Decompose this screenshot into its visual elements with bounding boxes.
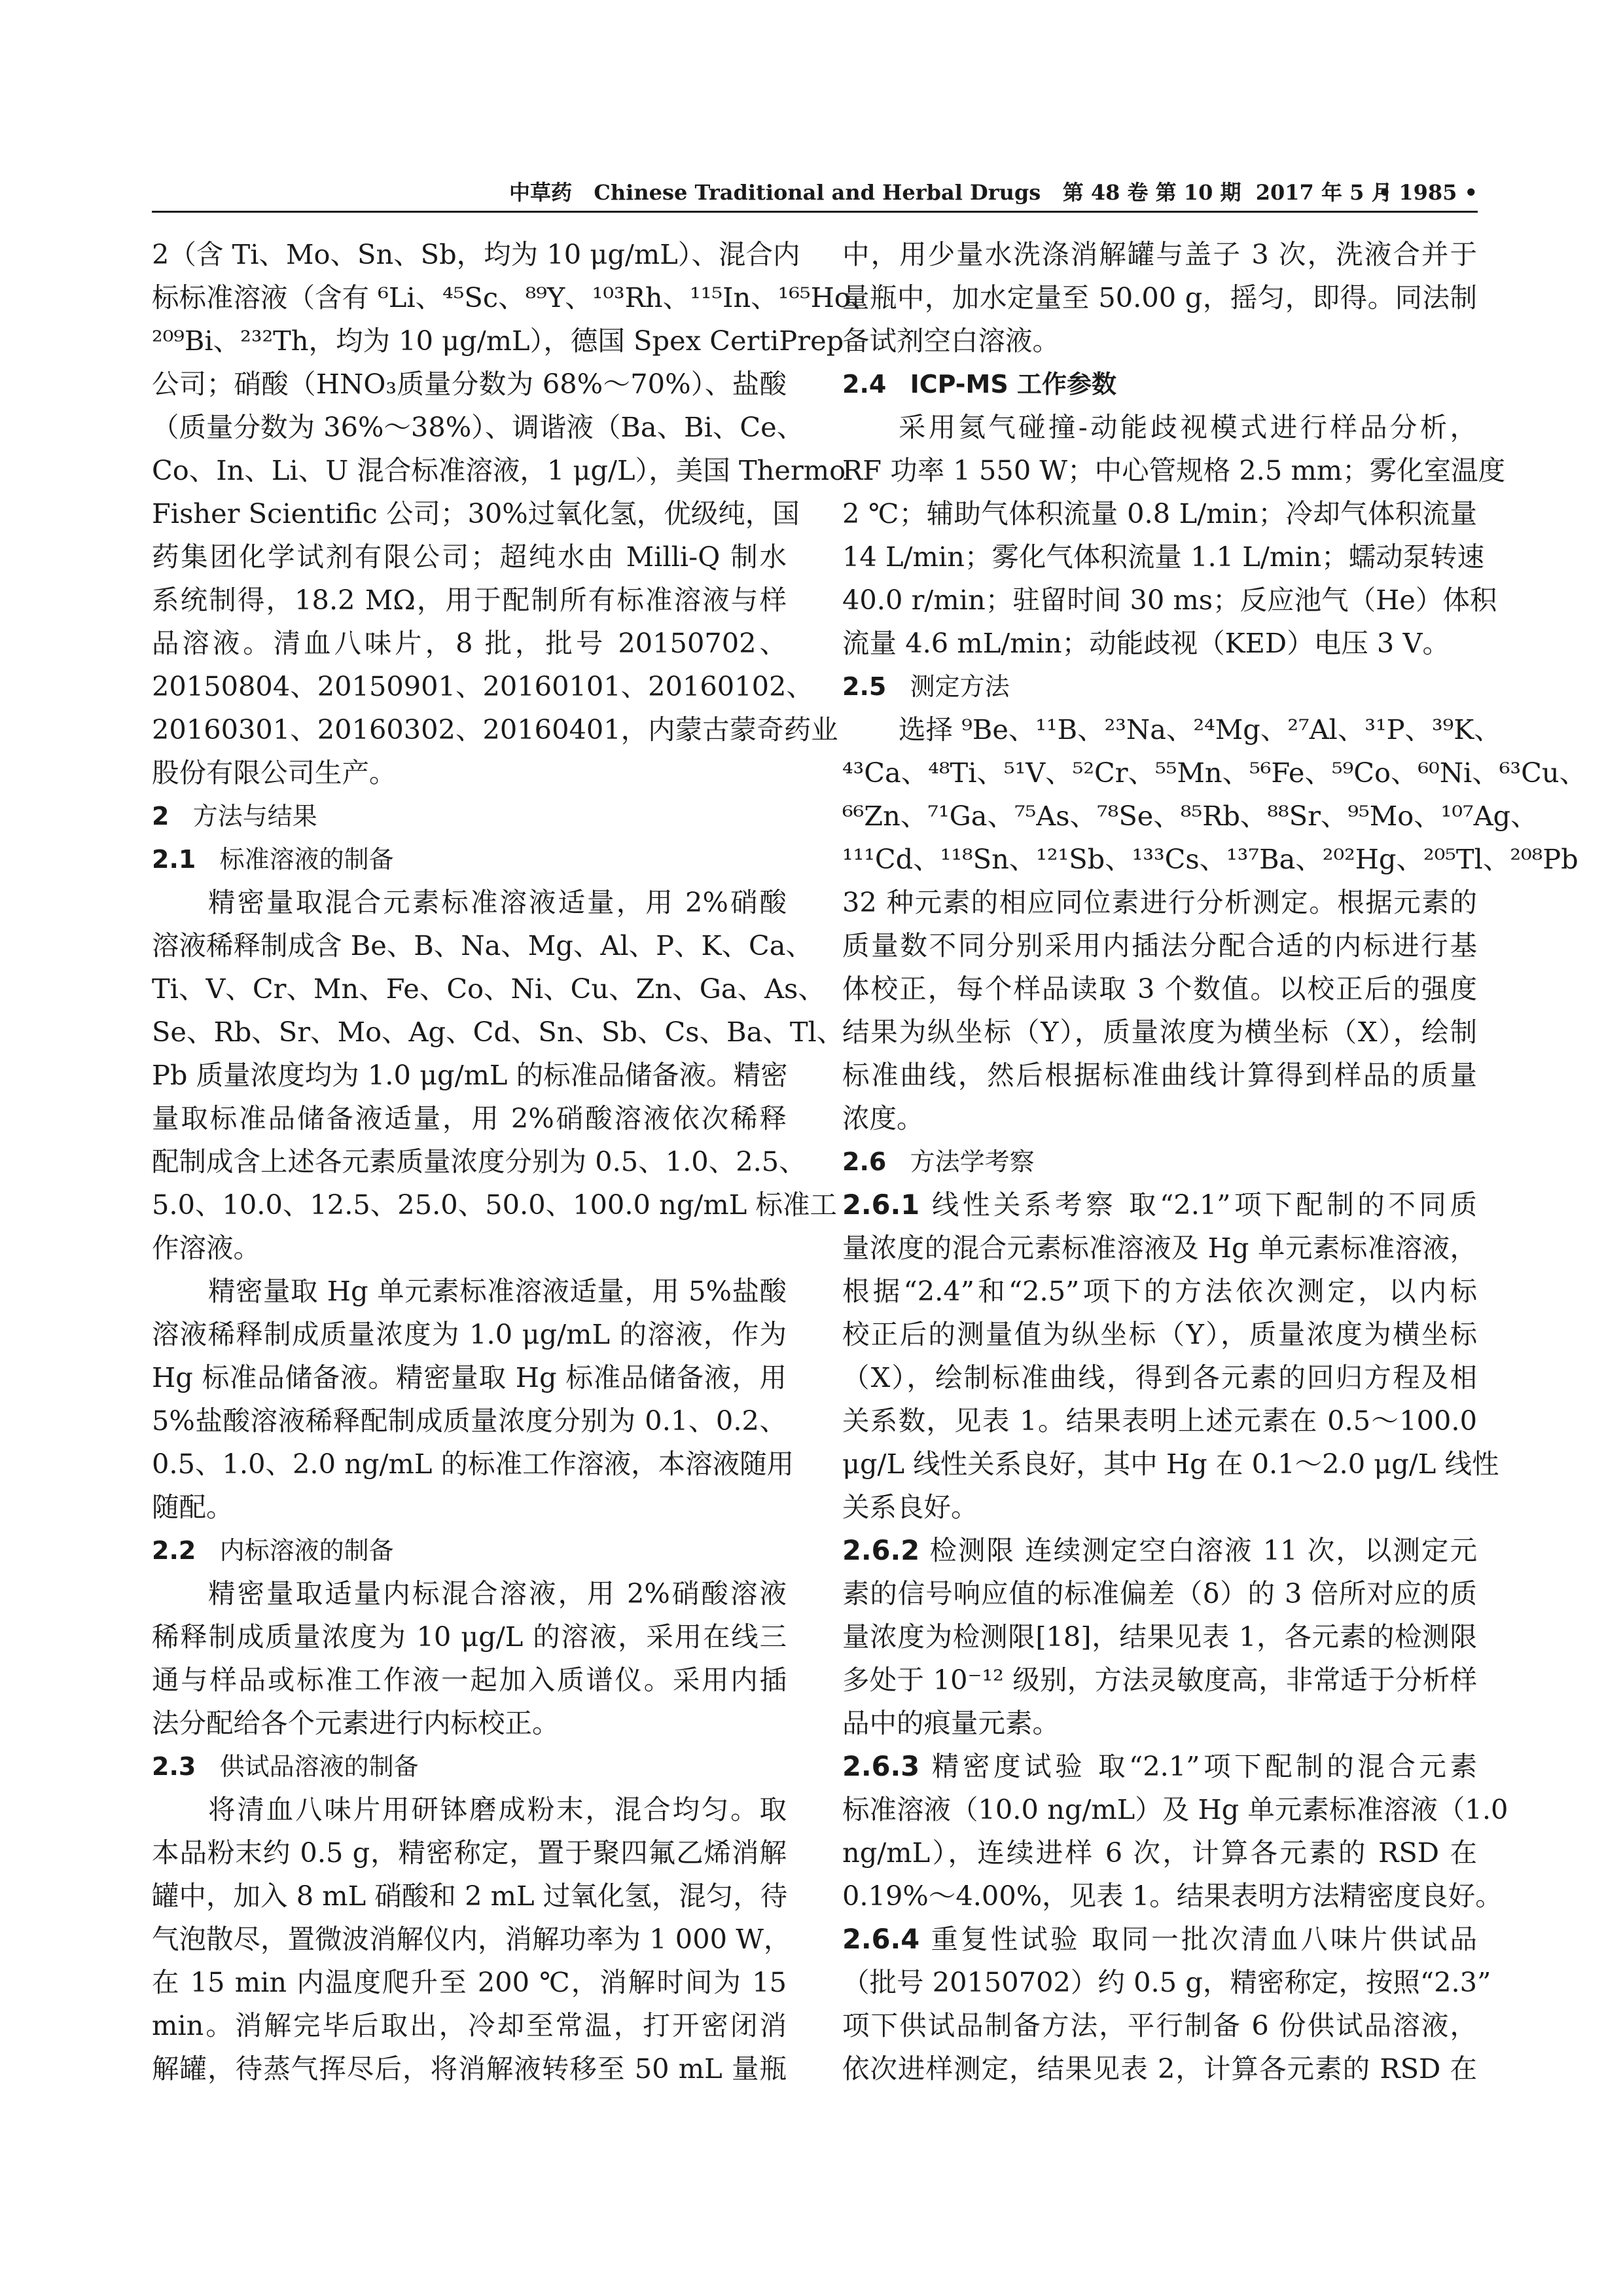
text-line: 依次进样测定，结果见表 2，计算各元素的 RSD 在 <box>842 2053 1477 2085</box>
text-line: 5%盐酸溶液稀释配制成质量浓度分别为 0.1、0.2、 <box>152 1405 787 1437</box>
text-line: 随配。 <box>152 1491 234 1523</box>
text-line: （X），绘制标准曲线，得到各元素的回归方程及相 <box>842 1361 1477 1393</box>
text-line: 精密量取适量内标混合溶液，用 2%硝酸溶液 <box>208 1577 787 1609</box>
text-line: 溶液稀释制成含 Be、B、Na、Mg、Al、P、K、Ca、 <box>152 929 813 961</box>
text-line: 32 种元素的相应同位素进行分析测定。根据元素的 <box>842 886 1477 918</box>
subsubsection-title: 检测限 <box>929 1534 1016 1566</box>
text-line: 标标准溶液（含有 ⁶Li、⁴⁵Sc、⁸⁹Y、¹⁰³Rh、¹¹⁵In、¹⁶⁵Ho、 <box>152 281 878 314</box>
text-line: 2 ℃；辅助气体积流量 0.8 L/min；冷却气体积流量 <box>842 497 1477 529</box>
subsection-title: 标准溶液的制备 <box>219 845 394 874</box>
subsubsection-number: 2.6.1 <box>842 1189 920 1221</box>
subsubsection-title: 线性关系考察 <box>931 1189 1117 1221</box>
text-run: 取“2.1”项下配制的不同质 <box>1129 1189 1477 1221</box>
subsection-heading <box>842 363 1477 406</box>
subsubsection-title: 重复性试验 <box>931 1923 1080 1955</box>
subsection-title: 内标溶液的制备 <box>219 1536 394 1565</box>
subsection-heading <box>152 1529 787 1572</box>
subsubsection-heading <box>842 1745 1477 1788</box>
subsubsection-heading <box>842 1529 1477 1572</box>
text-line: ²⁰⁹Bi、²³²Th，均为 10 μg/mL），德国 Spex CertiPrep <box>152 325 844 357</box>
text-line: 40.0 r/min；驻留时间 30 ms；反应池气（He）体积 <box>842 584 1497 616</box>
text-line: μg/L 线性关系良好，其中 Hg 在 0.1～2.0 μg/L 线性 <box>842 1448 1499 1480</box>
subsubsection-number: 2.6.4 <box>842 1923 920 1955</box>
text-line: Fisher Scientific 公司；30%过氧化氢，优级纯，国 <box>152 497 800 529</box>
section-heading <box>152 795 787 838</box>
text-line: ⁴³Ca、⁴⁸Ti、⁵¹V、⁵²Cr、⁵⁵Mn、⁵⁶Fe、⁵⁹Co、⁶⁰Ni、⁶³Cu、 <box>842 757 1587 789</box>
text-line: 溶液稀释制成质量浓度为 1.0 μg/mL 的溶液，作为 <box>152 1318 787 1350</box>
subsection-title: 测定方法 <box>910 672 1010 701</box>
text-line: 根据“2.4”和“2.5”项下的方法依次测定，以内标 <box>842 1275 1477 1307</box>
text-line: Pb 质量浓度均为 1.0 μg/mL 的标准品储备液。精密 <box>152 1059 788 1091</box>
text-line: 5.0、10.0、12.5、25.0、50.0、100.0 ng/mL 标准工 <box>152 1189 837 1221</box>
subsection-heading <box>842 665 1477 708</box>
subsection-number: 2.4 <box>842 370 887 399</box>
text-line: 本品粉末约 0.5 g，精密称定，置于聚四氟乙烯消解 <box>152 1837 787 1869</box>
subsubsection-title: 精密度试验 <box>931 1750 1086 1782</box>
subsection-heading <box>152 838 787 881</box>
text-line: 解罐，待蒸气挥尽后，将消解液转移至 50 mL 量瓶 <box>152 2053 787 2085</box>
subsection-title: 供试品溶液的制备 <box>219 1752 419 1781</box>
text-line: 浓度。 <box>842 1102 924 1134</box>
text-line: （批号 20150702）约 0.5 g，精密称定，按照“2.3” <box>842 1966 1491 1998</box>
text-line: 关系数，见表 1。结果表明上述元素在 0.5～100.0 <box>842 1405 1477 1437</box>
text-line: RF 功率 1 550 W；中心管规格 2.5 mm；雾化室温度 <box>842 454 1506 486</box>
text-line: 标准曲线，然后根据标准曲线计算得到样品的质量 <box>842 1059 1477 1091</box>
text-line: 量浓度为检测限[18]，结果见表 1，各元素的检测限 <box>842 1621 1477 1653</box>
subsection-number: 2.2 <box>152 1536 196 1565</box>
text-line: 量取标准品储备液适量，用 2%硝酸溶液依次稀释 <box>152 1102 787 1134</box>
text-line: （质量分数为 36%～38%）、调谐液（Ba、Bi、Ce、 <box>152 411 804 443</box>
text-line: 量瓶中，加水定量至 50.00 g，摇匀，即得。同法制 <box>842 281 1477 314</box>
text-line: 多处于 10⁻¹² 级别，方法灵敏度高，非常适于分析样 <box>842 1664 1477 1696</box>
text-line: ⁶⁶Zn、⁷¹Ga、⁷⁵As、⁷⁸Se、⁸⁵Rb、⁸⁸Sr、⁹⁵Mo、¹⁰⁷Ag、 <box>842 800 1538 832</box>
text-line: 系统制得，18.2 MΩ，用于配制所有标准溶液与样 <box>152 584 787 616</box>
text-line: 药集团化学试剂有限公司；超纯水由 Milli-Q 制水 <box>152 541 787 573</box>
text-line: 20160301、20160302、20160401，内蒙古蒙奇药业 <box>152 713 838 745</box>
text-line: 20150804、20150901、20160101、20160102、 <box>152 670 813 702</box>
text-line: 品溶液。清血八味片，8 批，批号 20150702、 <box>152 627 787 659</box>
text-run: 取“2.1”项下配制的混合元素 <box>1097 1750 1477 1782</box>
page-number: • 1985 • <box>1378 180 1478 205</box>
text-line: 罐中，加入 8 mL 硝酸和 2 mL 过氧化氢，混匀，待 <box>152 1880 788 1912</box>
text-line: 流量 4.6 mL/min；动能歧视（KED）电压 3 V。 <box>842 627 1450 659</box>
text-line: 项下供试品制备方法，平行制备 6 份供试品溶液， <box>842 2009 1477 2041</box>
text-line: 稀释制成质量浓度为 10 μg/L 的溶液，采用在线三 <box>152 1621 787 1653</box>
subsection-title: 方法学考察 <box>910 1147 1035 1176</box>
text-line: Ti、V、Cr、Mn、Fe、Co、Ni、Cu、Zn、Ga、As、 <box>152 973 825 1005</box>
text-line: 0.19%～4.00%，见表 1。结果表明方法精密度良好。 <box>842 1880 1503 1912</box>
text-line: 配制成含上述各元素质量浓度分别为 0.5、1.0、2.5、 <box>152 1145 806 1177</box>
text-line: 2（含 Ti、Mo、Sn、Sb，均为 10 μg/mL）、混合内 <box>152 238 800 270</box>
text-line: ng/mL），连续进样 6 次，计算各元素的 RSD 在 <box>842 1837 1477 1869</box>
text-line: 结果为纵坐标（Y），质量浓度为横坐标（X），绘制 <box>842 1016 1477 1048</box>
text-line: 校正后的测量值为纵坐标（Y），质量浓度为横坐标 <box>842 1318 1477 1350</box>
subsection-number: 2.6 <box>842 1147 887 1176</box>
section-title: 方法与结果 <box>192 802 317 831</box>
subsection-number: 2.5 <box>842 672 887 701</box>
running-header <box>152 177 1478 208</box>
subsubsection-number: 2.6.2 <box>842 1534 920 1566</box>
subsection-number: 2.1 <box>152 845 196 874</box>
text-line: 中，用少量水洗涤消解罐与盖子 3 次，洗液合并于 <box>842 238 1477 270</box>
text-line: 公司；硝酸（HNO₃质量分数为 68%～70%）、盐酸 <box>152 368 787 400</box>
right-column <box>842 233 1587 2090</box>
text-line: 量浓度的混合元素标准溶液及 Hg 单元素标准溶液， <box>842 1232 1477 1264</box>
text-line: 备试剂空白溶液。 <box>842 325 1060 357</box>
subsubsection-number: 2.6.3 <box>842 1750 920 1782</box>
subsection-title: ICP-MS 工作参数 <box>910 370 1116 399</box>
text-line: 14 L/min；雾化气体积流量 1.1 L/min；蠕动泵转速 <box>842 541 1485 573</box>
text-line: ¹¹¹Cd、¹¹⁸Sn、¹²¹Sb、¹³³Cs、¹³⁷Ba、²⁰²Hg、²⁰⁵Tl、²⁰⁸Pb <box>842 843 1578 875</box>
text-line: 标准溶液（10.0 ng/mL）及 Hg 单元素标准溶液（1.0 <box>842 1793 1508 1825</box>
text-line: Co、In、Li、U 混合标准溶液，1 μg/L），美国 Thermo <box>152 454 846 486</box>
text-line: 作溶液。 <box>152 1232 261 1264</box>
text-line: 品中的痕量元素。 <box>842 1707 1060 1739</box>
text-line: 气泡散尽，置微波消解仪内，消解功率为 1 000 W， <box>152 1923 791 1955</box>
text-line: 体校正，每个样品读取 3 个数值。以校正后的强度 <box>842 973 1477 1005</box>
subsection-number: 2.3 <box>152 1752 196 1781</box>
text-line: 将清血八味片用研钵磨成粉末，混合均匀。取 <box>208 1793 787 1825</box>
text-line: min。消解完毕后取出，冷却至常温，打开密闭消 <box>152 2009 787 2041</box>
text-line: Hg 标准品储备液。精密量取 Hg 标准品储备液，用 <box>152 1361 787 1393</box>
section-number: 2 <box>152 802 169 831</box>
subsection-heading <box>152 1745 787 1788</box>
header-rule <box>152 211 1478 213</box>
text-run: 连续测定空白溶液 11 次，以测定元 <box>1025 1534 1477 1566</box>
subsection-heading <box>842 1140 1477 1183</box>
text-line: 关系良好。 <box>842 1491 978 1523</box>
text-line: 0.5、1.0、2.0 ng/mL 的标准工作溶液，本溶液随用 <box>152 1448 794 1480</box>
text-line: 法分配给各个元素进行内标校正。 <box>152 1707 560 1739</box>
text-run: 取同一批次清血八味片供试品 <box>1091 1923 1477 1955</box>
subsubsection-heading <box>842 1918 1477 1961</box>
text-line: 精密量取混合元素标准溶液适量，用 2%硝酸 <box>208 886 787 918</box>
text-line: Se、Rb、Sr、Mo、Ag、Cd、Sn、Sb、Cs、Ba、Tl、 <box>152 1016 844 1048</box>
text-line: 质量数不同分别采用内插法分配合适的内标进行基 <box>842 929 1477 961</box>
text-line: 通与样品或标准工作液一起加入质谱仪。采用内插 <box>152 1664 787 1696</box>
text-line: 在 15 min 内温度爬升至 200 ℃，消解时间为 15 <box>152 1966 787 1998</box>
text-line: 选择 ⁹Be、¹¹B、²³Na、²⁴Mg、²⁷Al、³¹P、³⁹K、 <box>899 713 1501 745</box>
journal-info: 中草药 Chinese Traditional and Herbal Drugs 第 48 卷 第 10 期 2017 年 5 月 <box>509 180 1393 205</box>
subsubsection-heading <box>842 1183 1477 1227</box>
text-line: 素的信号响应值的标准偏差（δ）的 3 倍所对应的质 <box>842 1577 1477 1609</box>
text-line: 股份有限公司生产。 <box>152 757 397 789</box>
text-line: 精密量取 Hg 单元素标准溶液适量，用 5%盐酸 <box>208 1275 787 1307</box>
text-line: 采用氦气碰撞-动能歧视模式进行样品分析， <box>899 411 1477 443</box>
